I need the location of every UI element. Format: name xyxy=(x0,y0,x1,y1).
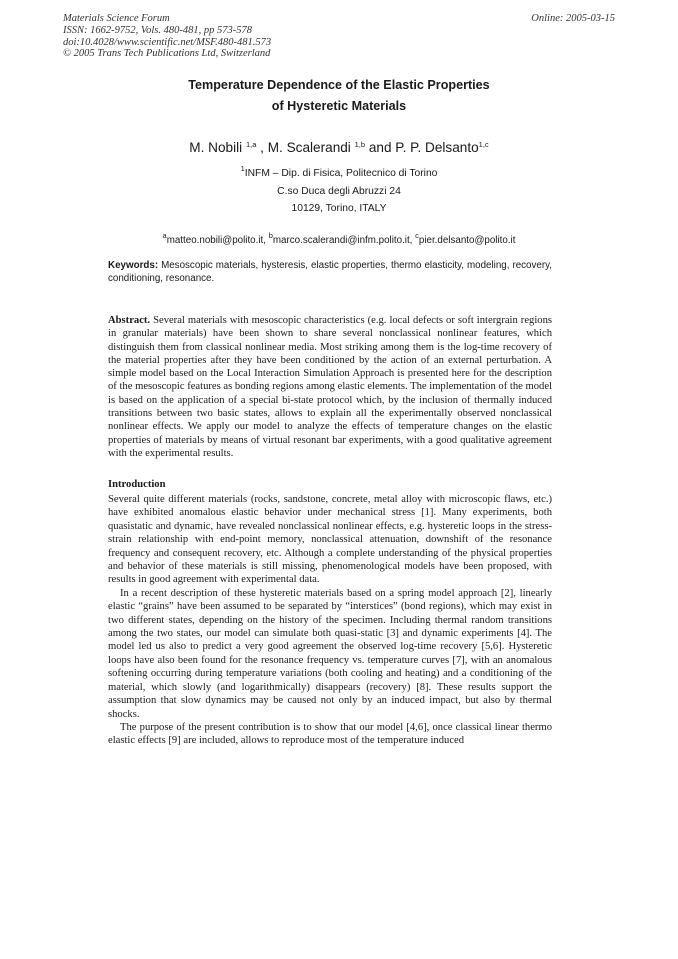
affiliation-line-2: C.so Duca degli Abruzzi 24 xyxy=(277,185,401,197)
abstract-label: Abstract. xyxy=(108,315,151,326)
title-line-2: of Hysteretic Materials xyxy=(271,99,407,113)
keywords xyxy=(108,260,552,285)
journal-name: Materials Science Forum xyxy=(63,13,170,24)
author-3: and P. P. Delsanto xyxy=(365,140,479,155)
introduction-heading: Introduction xyxy=(108,479,166,490)
intro-paragraph-1: Several quite different materials (rocks, sandstone, concrete, metal alloy with microscopic flaws, etc.) have exhibited anomalous elastic behavior under mechanical stress [1]. Many experiments, both quasistatic and dynamic, have revealed nonclassical nonlinear effects, e.g. hysteretic loops in the stress-strain relationship with end-point memory, nonclassical attenuation, downshift of the resonance frequency and consequent recovery, etc. Although a complete understanding of the physical properties and behavior of these materials is still missing, phenomenological models have been proposed, with results in good agreement with experimental data. xyxy=(108,494,552,586)
affiliation-sup: 1 xyxy=(240,164,245,173)
online-date: Online: 2005-03-15 xyxy=(531,13,615,24)
abstract xyxy=(108,314,552,460)
introduction-body xyxy=(108,493,552,748)
email-a[interactable]: matteo.nobili@polito.it, xyxy=(166,235,269,246)
intro-paragraph-2: In a recent description of these hysteretic materials based on a spring model approach [2], linearly elastic “grains” have been assumed to be separated by “interstices” (bond regions), which may exist in two different states, depending on the history of the specimen. Including thermal random transitions among the two states, our model can simulate both quasi-static [3] and dynamic experiments [4]. The model led us also to predict a very good agreement the observed log-time recovery [5,6]. Hysteretic loops have also been found for the resonance frequency vs. temperature curves [7], with an anomalous softening occurring during temperature variations (both cooling and heating) and a conditioning of the material, which slowly (and logarithmically) disappears (recovery) [8]. These results support the assumption that slow dynamics may be caused not only by an induced impact, but also by thermal shocks. xyxy=(108,587,552,720)
intro-paragraph-3: The purpose of the present contribution is to show that our model [4,6], once classical linear thermo elastic effects [9] are included, allows to reproduce most of the temperature induced xyxy=(108,721,552,747)
affiliation-line-1: INFM – Dip. di Fisica, Politecnico di Torino xyxy=(244,168,438,179)
email-b[interactable]: marco.scalerandi@infm.polito.it, xyxy=(272,235,416,246)
email-c[interactable]: pier.delsanto@polito.it xyxy=(418,235,516,246)
email-c-sup: c xyxy=(415,231,419,240)
title-line-1: Temperature Dependence of the Elastic Properties xyxy=(188,78,490,92)
doi-line: doi:10.4028/www.scientific.net/MSF.480-481.573 xyxy=(63,36,272,48)
author-1: M. Nobili xyxy=(189,140,246,155)
affiliation xyxy=(0,160,678,218)
author-3-sup: 1,c xyxy=(478,140,489,149)
email-a-sup: a xyxy=(162,231,167,240)
copyright-line: © 2005 Trans Tech Publications Ltd, Switzerland xyxy=(63,48,271,60)
affiliation-line-3: 10129, Torino, ITALY xyxy=(291,203,387,214)
author-1-sup: 1,a xyxy=(245,140,257,149)
journal-header xyxy=(63,13,271,60)
keywords-text: Mesoscopic materials, hysteresis, elastic properties, thermo elasticity, modeling, recovery, conditioning, resonance. xyxy=(108,260,552,284)
issn-line: ISSN: 1662-9752, Vols. 480-481, pp 573-578 xyxy=(63,24,252,36)
author-2-sup: 1,b xyxy=(354,140,366,149)
author-list xyxy=(0,140,678,155)
keywords-label: Keywords: xyxy=(108,260,159,271)
paper-title xyxy=(0,75,678,117)
email-b-sup: b xyxy=(268,231,273,240)
author-2: , M. Scalerandi xyxy=(256,140,355,155)
abstract-text: Several materials with mesoscopic characteristics (e.g. local defects or soft intergrain regions in granular materials) have been shown to share several nonclassical nonlinear features, which distinguish them from classical nonlinear media. Most striking among them is the log-time recovery of the material properties after they have been conditioned by the action of an external perturbation. A simple model based on the Local Interaction Simulation Approach is presented here for the description of the mesoscopic features as bonding regions among elastic elements. The implementation of the model is based on the application of a special bi-state protocol which, by the inclusion of thermally induced transitions between two basic states, allows to explain all the experimentally observed nonclassical nonlinear effects. We apply our model to analyze the effects of temperature changes on the elastic properties of materials by means of virtual resonant bar experiments, with a good qualitative agreement with the experimental results. xyxy=(108,315,552,459)
email-list xyxy=(0,231,678,246)
